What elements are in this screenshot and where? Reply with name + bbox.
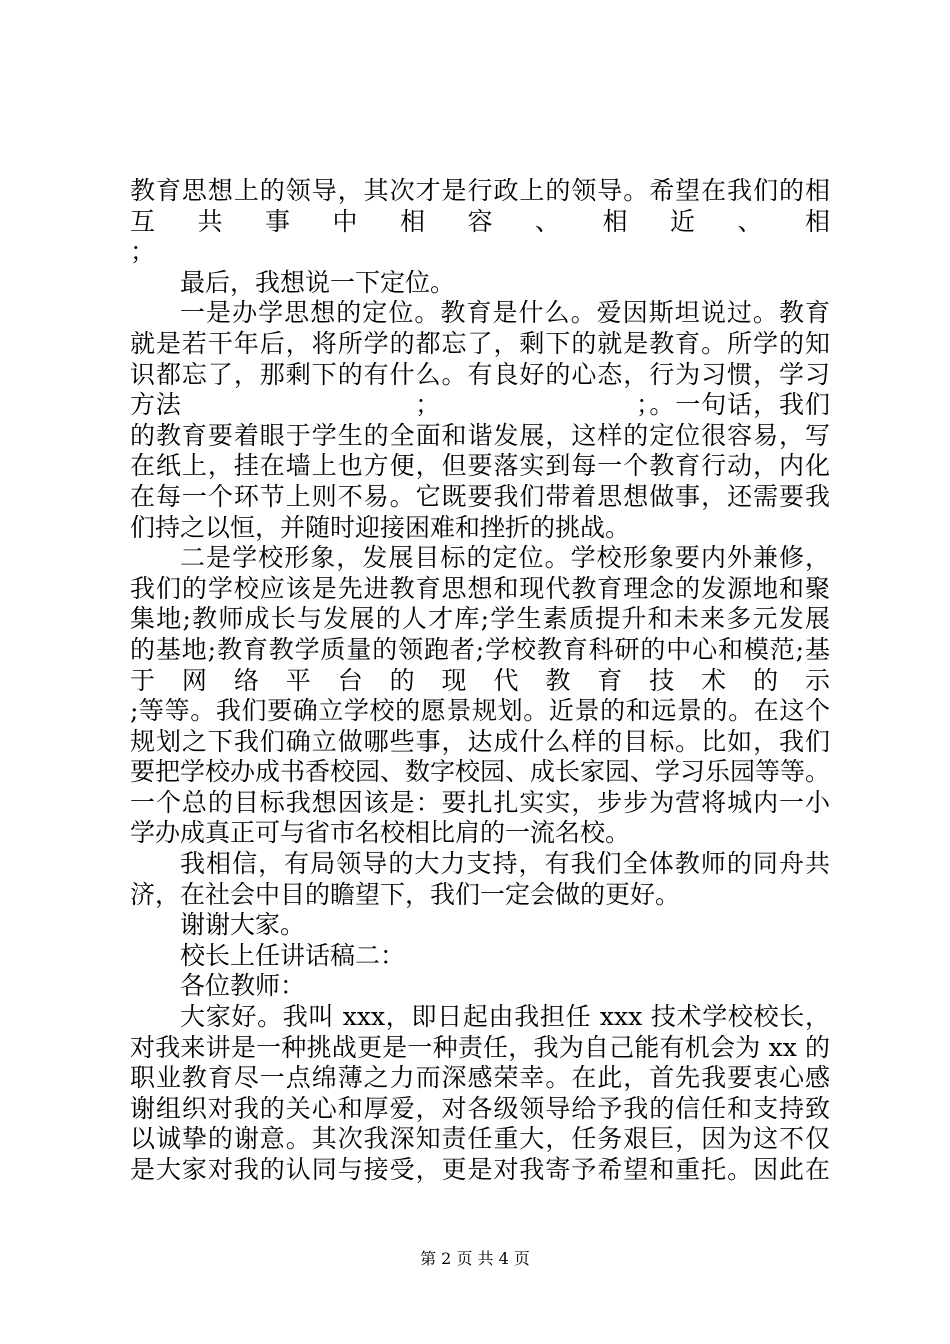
text-line: 谢组织对我的关心和厚爱，对各级领导给予我的信任和支持致 — [130, 1093, 830, 1123]
text-line: 教育思想上的领导，其次才是行政上的领导。希望在我们的相 — [130, 176, 830, 205]
text-line: 职业教育尽一点绵薄之力而深感荣幸。在此，首先我要衷心感 — [130, 1063, 830, 1093]
text-line: 最后，我想说一下定位。 — [180, 267, 456, 297]
page-footer: 第 2 页 共 4 页 — [420, 1249, 530, 1268]
text-line: 就是若干年后，将所学的都忘了，剩下的就是教育。所学的知 — [130, 328, 830, 358]
text-line: 于 网 络 平 台 的 现 代 教 育 技 术 的 示 — [130, 665, 830, 695]
text-line: ;等等。我们要确立学校的愿景规划。近景的和远景的。在这个 — [130, 696, 830, 726]
text-line: 谢谢大家。 — [180, 910, 306, 940]
text-line: 一是办学思想的定位。教育是什么。爱因斯坦说过。教育 — [180, 298, 830, 328]
text-line: 我们的学校应该是先进教育思想和现代教育理念的发源地和聚 — [130, 573, 830, 603]
text-line: 济，在社会中目的瞻望下，我们一定会做的更好。 — [130, 879, 681, 909]
text-line: 的教育要着眼于学生的全面和谐发展，这样的定位很容易，写 — [130, 420, 830, 450]
text-line: 是大家对我的认同与接受，更是对我寄予希望和重托。因此在 — [130, 1155, 830, 1184]
text-line: ； — [130, 237, 156, 267]
text-line: 各位教师： — [180, 971, 306, 1001]
text-line: 一个总的目标我想因该是：要扎扎实实，步步为营将城内一小 — [130, 787, 830, 817]
text-line: 对我来讲是一种挑战更是一种责任，我为自己能有机会为 xx 的 — [130, 1032, 830, 1062]
text-line: 集地;教师成长与发展的人才库;学生素质提升和未来多元发展 — [130, 604, 830, 634]
text-line: 学办成真正可与省市名校相比肩的一流名校。 — [130, 818, 631, 848]
text-line: 在每一个环节上则不易。它既要我们带着思想做事，还需要我 — [130, 481, 830, 511]
document-body — [130, 176, 830, 1186]
text-line: 要把学校办成书香校园、数字校园、成长家园、学习乐园等等。 — [130, 757, 830, 787]
text-line: 校长上任讲话稿二： — [180, 940, 406, 970]
text-line: 规划之下我们确立做哪些事，达成什么样的目标。比如，我们 — [130, 726, 830, 756]
text-line: 们持之以恒，并随时迎接困难和挫折的挑战。 — [130, 512, 631, 542]
text-line: 以诚挚的谢意。其次我深知责任重大，任务艰巨，因为这不仅 — [130, 1124, 830, 1154]
text-line: 我相信，有局领导的大力支持，有我们全体教师的同舟共 — [180, 849, 830, 879]
text-line: 二是学校形象，发展目标的定位。学校形象要内外兼修， — [180, 543, 830, 573]
text-line: 方法 ； ；。一句话，我们 — [130, 390, 830, 420]
text-line: 互 共 事 中 相 容 、 相 近 、 相 — [130, 206, 830, 236]
text-line: 识都忘了，那剩下的有什么。有良好的心态，行为习惯，学习 — [130, 359, 830, 389]
text-line: 在纸上，挂在墙上也方便，但要落实到每一个教育行动，内化 — [130, 451, 830, 481]
text-line: 大家好。我叫 xxx，即日起由我担任 xxx 技术学校校长， — [180, 1002, 830, 1032]
text-line: 的基地;教育教学质量的领跑者;学校教育科研的中心和模范;基 — [130, 634, 830, 664]
